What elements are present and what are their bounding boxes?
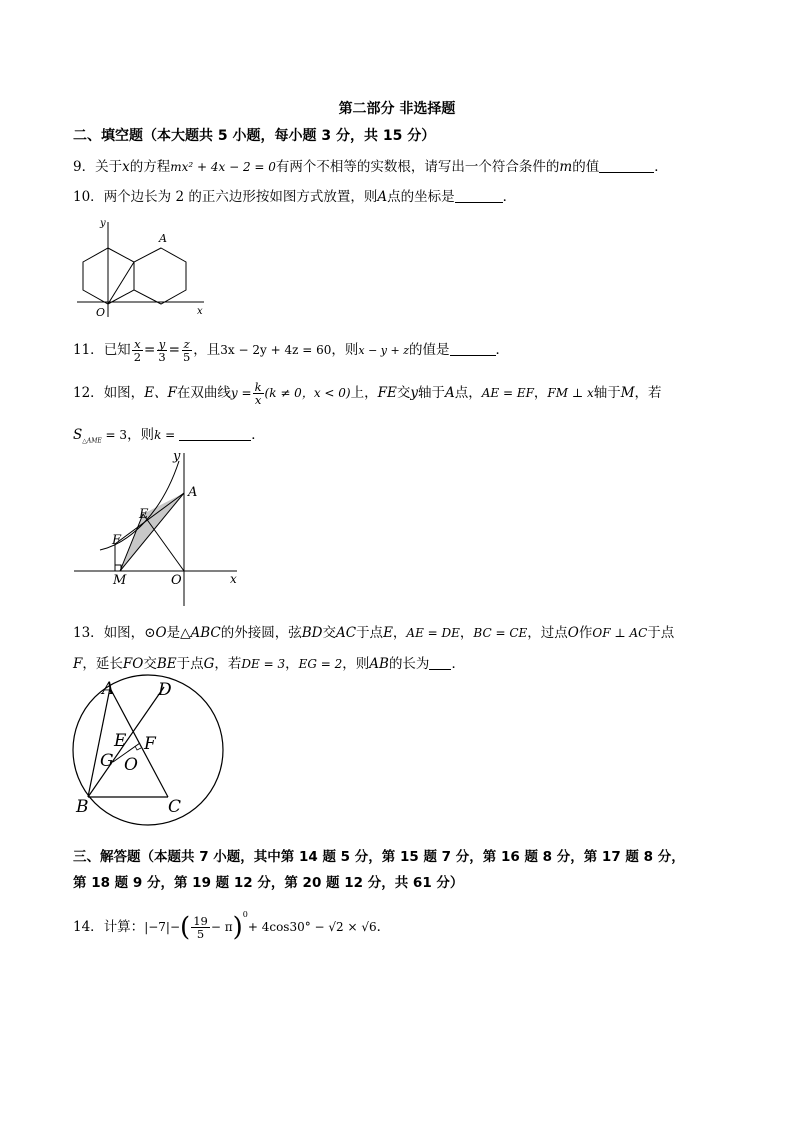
q9-text-1: 关于 bbox=[95, 159, 123, 175]
q13-right-angle-mark bbox=[135, 746, 141, 750]
q10-text-2: 点的坐标是 bbox=[387, 189, 455, 205]
q12-label-o: O bbox=[171, 573, 182, 588]
q10-hexagon-right bbox=[134, 248, 186, 304]
q13-text-15: ， bbox=[285, 656, 299, 672]
q11-fraction-z5 bbox=[181, 338, 192, 363]
q12-text-2: 在双曲线 bbox=[176, 385, 231, 401]
q13-text-10: 于点 bbox=[647, 625, 675, 641]
q13-label-c: C bbox=[168, 797, 182, 817]
q10-hexagon-figure bbox=[72, 212, 212, 322]
q12-number: 12． bbox=[73, 385, 104, 401]
q9-text-3: 有两个不相等的实数根，请写出一个符合条件的 bbox=[275, 159, 560, 175]
q14-text-1: 计算： bbox=[103, 919, 145, 935]
q11-text-1: 已知 bbox=[103, 342, 131, 358]
q13-text-13: 于点 bbox=[176, 656, 204, 672]
q12-s-sub: △AME bbox=[82, 437, 102, 445]
q12-label-f: F bbox=[112, 533, 122, 548]
q13-bd: BD bbox=[301, 625, 323, 641]
q14-abs: |−7| bbox=[144, 920, 170, 934]
q12-ae-ef: AE = EF bbox=[481, 386, 534, 400]
q11-f1-num: x bbox=[134, 337, 141, 351]
q11-f2-den: 3 bbox=[158, 350, 166, 364]
q13-label-f: F bbox=[144, 734, 156, 754]
q12-label-y: y bbox=[173, 449, 181, 464]
q12-fe: FE bbox=[377, 385, 397, 401]
q12-fm-perp: FM ⊥ x bbox=[547, 386, 594, 400]
q14-end: ． bbox=[376, 919, 391, 935]
q10-answer-blank[interactable] bbox=[455, 190, 503, 203]
q11-fraction-x2 bbox=[132, 338, 143, 363]
q13-be: BE bbox=[156, 656, 177, 672]
question-13-line-2 bbox=[73, 652, 465, 672]
q11-f3-den: 5 bbox=[182, 350, 191, 364]
q12-text-7: 轴于 bbox=[593, 385, 621, 401]
q13-de-3: DE = 3 bbox=[241, 657, 286, 671]
q10-text-1: 两个边长为 2 的正六边形按如图方式放置，则 bbox=[103, 189, 378, 205]
q14-rest: + 4cos30° − √2 × √6 bbox=[247, 920, 377, 934]
q12-text-5: 轴于 bbox=[417, 385, 445, 401]
q12-s: S bbox=[73, 427, 83, 443]
part-title: 第二部分 非选择题 bbox=[338, 101, 456, 117]
q10-var-A: A bbox=[377, 189, 388, 205]
q13-label-b: B bbox=[76, 797, 89, 817]
q14-fraction bbox=[191, 915, 210, 940]
q12-s-eq: = 3 bbox=[101, 428, 128, 442]
q10-number: 10． bbox=[73, 189, 104, 205]
q10-end: ． bbox=[502, 189, 517, 205]
q9-answer-blank[interactable] bbox=[599, 160, 654, 173]
q12-k-eq: k = bbox=[154, 428, 176, 442]
q9-text-4: 的值 bbox=[572, 159, 600, 175]
q12-label-a: A bbox=[188, 485, 198, 500]
q12-answer-blank[interactable] bbox=[179, 428, 251, 441]
q14-minus: − bbox=[169, 920, 181, 934]
q13-label-o: O bbox=[124, 755, 138, 775]
q13-answer-blank[interactable] bbox=[429, 657, 451, 670]
q12-text-9: ，则 bbox=[127, 427, 155, 443]
q13-text-6: ， bbox=[392, 625, 407, 641]
q13-text-11: ，延长 bbox=[82, 656, 123, 672]
q9-number: 9． bbox=[73, 159, 96, 175]
q13-circle-o: ⊙O bbox=[144, 625, 167, 641]
q11-f3-num: z bbox=[183, 337, 190, 351]
q13-g: G bbox=[203, 656, 215, 672]
q11-number: 11． bbox=[73, 342, 104, 358]
q12-m: M bbox=[620, 385, 635, 401]
section-2-heading: 二、填空题（本大题共 5 小题，每小题 3 分，共 15 分） bbox=[73, 128, 436, 144]
q14-frac-den: 5 bbox=[196, 927, 205, 941]
q11-f2-num: y bbox=[158, 337, 166, 351]
q13-text-8: ，过点 bbox=[527, 625, 568, 641]
q12-ef: E、F bbox=[144, 385, 177, 401]
q13-o: O bbox=[567, 625, 579, 641]
q13-text-4: 交 bbox=[322, 625, 336, 641]
q12-hyperbola-figure bbox=[72, 448, 252, 610]
q9-var-x: x bbox=[122, 159, 130, 175]
q13-eg-2: EG = 2 bbox=[298, 657, 343, 671]
q10-diagonal bbox=[108, 262, 134, 304]
q13-circle-figure bbox=[68, 678, 232, 820]
q14-paren-close: ) bbox=[232, 912, 243, 943]
q10-label-y: y bbox=[100, 218, 106, 229]
q12-label-m: M bbox=[113, 573, 127, 588]
q10-label-o: O bbox=[96, 306, 106, 319]
q13-text-16: ，则 bbox=[342, 656, 370, 672]
q13-text-17: 的长为 bbox=[388, 656, 430, 672]
q14-number: 14． bbox=[73, 919, 104, 935]
q12-frac-num: k bbox=[254, 380, 262, 394]
q11-text-4: 的值是 bbox=[409, 342, 450, 358]
q13-label-g: G bbox=[100, 751, 114, 771]
q9-text-2: 的方程 bbox=[129, 159, 171, 175]
question-14 bbox=[73, 910, 390, 943]
q12-segment-eo bbox=[143, 514, 184, 571]
q11-text-2: ，且 bbox=[193, 342, 221, 358]
q13-end: ． bbox=[451, 656, 465, 672]
q12-condition: (k ≠ 0，x < 0) bbox=[264, 386, 351, 400]
q12-label-e: E bbox=[139, 507, 149, 522]
q13-ae-de: AE = DE bbox=[406, 626, 460, 640]
q14-pi: − π bbox=[210, 920, 233, 934]
question-11 bbox=[73, 338, 509, 363]
q11-answer-blank[interactable] bbox=[450, 343, 496, 356]
q13-triangle: △ABC bbox=[180, 625, 221, 641]
q10-label-x: x bbox=[197, 306, 203, 317]
q12-segment-ma bbox=[120, 493, 184, 571]
q13-f: F bbox=[73, 656, 83, 672]
q12-label-x: x bbox=[230, 572, 237, 586]
q13-text-7: ， bbox=[459, 625, 474, 641]
question-12-line-2 bbox=[73, 423, 265, 445]
q11-condition: 3x − 2y + 4z = 60 bbox=[220, 343, 332, 357]
q13-label-e: E bbox=[114, 731, 127, 751]
q13-fo: FO bbox=[122, 656, 144, 672]
section-3-heading-line-2: 第 18 题 9 分，第 19 题 12 分，第 20 题 12 分，共 61 分） bbox=[73, 875, 464, 891]
question-12 bbox=[73, 381, 662, 406]
q13-text-2: 是 bbox=[166, 625, 181, 641]
q13-label-d: D bbox=[158, 680, 172, 700]
q12-y-eq: y = bbox=[230, 386, 252, 400]
q13-bc-ce: BC = CE bbox=[473, 626, 528, 640]
q13-number: 13． bbox=[73, 625, 104, 641]
q11-text-3: ，则 bbox=[331, 342, 359, 358]
q14-paren-open: ( bbox=[180, 912, 191, 943]
q12-text-4: 交 bbox=[396, 385, 411, 401]
q10-label-a: A bbox=[159, 232, 167, 245]
q12-text-3: 上， bbox=[350, 385, 378, 401]
q12-text-1: 如图， bbox=[103, 385, 145, 401]
q11-f1-den: 2 bbox=[133, 350, 142, 364]
question-9 bbox=[73, 155, 668, 175]
q13-text-12: 交 bbox=[143, 656, 157, 672]
q9-end: ． bbox=[654, 159, 668, 175]
question-13 bbox=[73, 621, 674, 641]
q12-end: ． bbox=[251, 427, 265, 443]
q12-text-6: 点， bbox=[454, 385, 482, 401]
q12-comma: ， bbox=[533, 385, 548, 401]
q13-text-14: ，若 bbox=[214, 656, 242, 672]
q12-line-fe bbox=[115, 493, 184, 544]
section-3-heading-line-1: 三、解答题（本题共 7 小题，其中第 14 题 5 分，第 15 题 7 分，第 16 题 8 分，第 17 题 8 分， bbox=[73, 849, 685, 865]
q13-ab: AB bbox=[369, 656, 389, 672]
q14-exponent: 0 bbox=[242, 910, 248, 919]
q11-end: ． bbox=[495, 342, 510, 358]
q11-eq-2: = bbox=[168, 342, 180, 358]
q12-y: y bbox=[410, 385, 418, 401]
q11-fraction-y3 bbox=[156, 338, 167, 363]
q9-var-m: m bbox=[559, 159, 573, 175]
q12-frac-den: x bbox=[254, 393, 262, 407]
q13-e: E bbox=[383, 625, 393, 641]
q14-frac-num: 19 bbox=[193, 914, 208, 928]
q11-expression: x − y + z bbox=[358, 344, 410, 357]
question-10 bbox=[73, 185, 516, 205]
q13-text-1: 如图， bbox=[103, 625, 145, 641]
q13-ac: AC bbox=[335, 625, 357, 641]
q9-equation: mx² + 4x − 2 = 0 bbox=[170, 160, 276, 174]
q13-text-9: 作 bbox=[578, 625, 593, 641]
q13-label-a: A bbox=[102, 679, 115, 699]
q12-fraction-kx bbox=[253, 381, 264, 406]
q13-text-5: 于点 bbox=[356, 625, 384, 641]
q12-a: A bbox=[444, 385, 455, 401]
q13-text-3: 的外接圆，弦 bbox=[220, 625, 302, 641]
q12-text-8: ，若 bbox=[634, 385, 662, 401]
q11-eq-1: = bbox=[144, 342, 156, 358]
q13-of-perp-ac: OF ⊥ AC bbox=[592, 626, 648, 640]
